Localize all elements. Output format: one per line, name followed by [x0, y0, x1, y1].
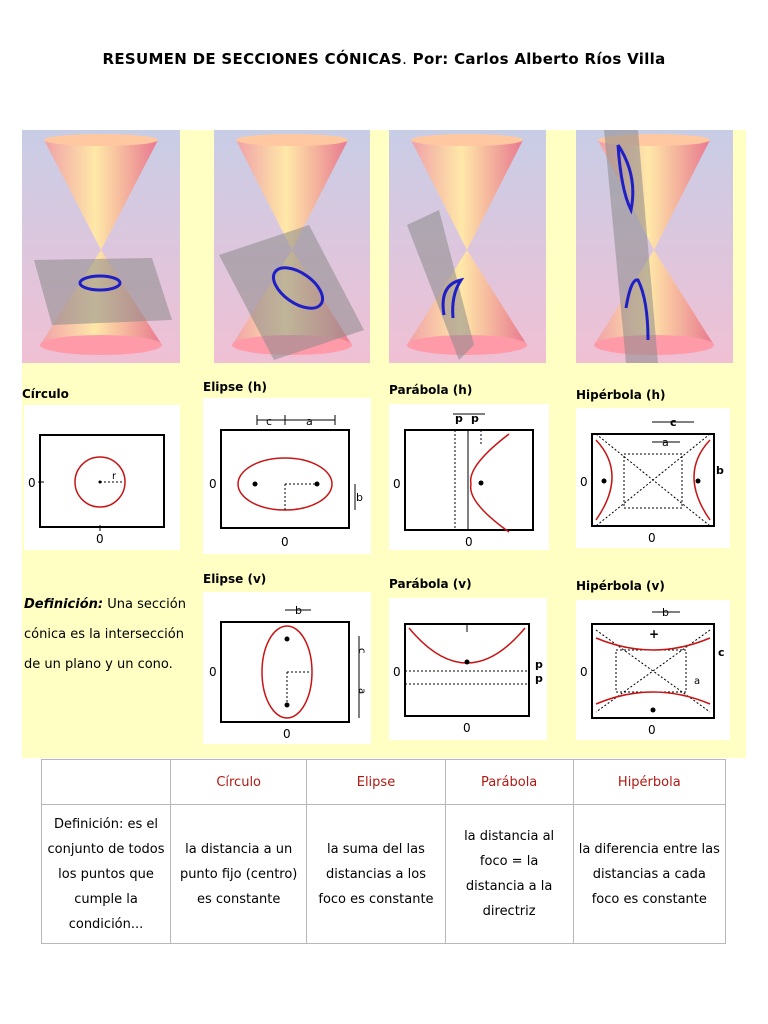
zero-label: 0: [209, 665, 217, 679]
diagram-hyperbola-v: [576, 600, 730, 740]
title-author: Por: Carlos Alberto Ríos Villa: [412, 50, 666, 68]
zero-label: 0: [465, 535, 473, 549]
zero-label: 0: [28, 476, 36, 490]
page-title: [0, 50, 768, 68]
table-header-cell: [42, 760, 171, 805]
param-p: p: [535, 658, 543, 671]
param-a: a: [694, 676, 701, 687]
param-c: c: [718, 646, 725, 659]
diagram-ellipse-h: [203, 398, 371, 554]
table-header-cell: Parábola: [445, 760, 573, 805]
diagram-circle: [24, 405, 180, 550]
param-b: b: [356, 491, 363, 504]
table-cell: la distancia a un punto fijo (centro) es constante: [171, 805, 307, 944]
param-c: c: [670, 416, 677, 429]
label-circulo: Círculo: [22, 387, 69, 401]
param-a: a: [306, 415, 313, 428]
table-header-cell: Elipse: [307, 760, 445, 805]
param-c: c: [356, 648, 367, 654]
zero-label: 0: [648, 723, 656, 737]
label-elipse-h: Elipse (h): [203, 380, 267, 394]
zero-label: 0: [580, 475, 588, 489]
param-b: b: [662, 606, 669, 619]
svg-text:+: +: [649, 627, 660, 641]
param-p: p: [455, 412, 463, 425]
summary-table: [41, 759, 726, 944]
definition-block: [24, 590, 204, 680]
definition-text: Una sección cónica es la intersección de un plano y un cono.: [24, 597, 186, 672]
diagram-ellipse-v: [203, 592, 371, 744]
table-header-cell: Hipérbola: [573, 760, 725, 805]
param-a: a: [356, 688, 367, 695]
cone-circle-section-icon: [22, 130, 180, 363]
table-cell: la distancia al foco = la distancia a la directriz: [445, 805, 573, 944]
zero-label: 0: [281, 535, 289, 549]
param-p: p: [535, 672, 543, 685]
param-a: a: [662, 436, 669, 449]
diagram-hyperbola-h: [576, 408, 730, 548]
title-main: RESUMEN DE SECCIONES CÓNICAS: [102, 50, 403, 68]
label-hiperbola-v: Hipérbola (v): [576, 579, 665, 593]
zero-label: 0: [393, 477, 401, 491]
param-p: p: [471, 412, 479, 425]
label-parabola-v: Parábola (v): [389, 577, 472, 591]
param-r: r: [112, 471, 117, 482]
table-header-row: [42, 760, 726, 805]
table-row: [42, 805, 726, 944]
zero-label: 0: [580, 665, 588, 679]
param-b: b: [716, 464, 724, 477]
zero-label: 0: [209, 477, 217, 491]
label-parabola-h: Parábola (h): [389, 383, 473, 397]
table-cell: Definición: es el conjunto de todos los puntos que cumple la condición...: [42, 805, 171, 944]
table-cell: la suma del las distancias a los foco es constante: [307, 805, 445, 944]
cone-parabola-section-icon: [389, 130, 546, 363]
table-header-cell: Círculo: [171, 760, 307, 805]
param-b: b: [295, 604, 302, 617]
zero-label: 0: [283, 727, 291, 741]
title-separator: .: [402, 50, 408, 68]
cone-hyperbola-section-icon: [576, 130, 733, 363]
zero-label: 0: [393, 665, 401, 679]
zero-label: 0: [648, 531, 656, 545]
diagram-parabola-v: [389, 598, 547, 740]
label-elipse-v: Elipse (v): [203, 572, 267, 586]
diagram-parabola-h: [389, 404, 549, 550]
label-hiperbola-h: Hipérbola (h): [576, 388, 666, 402]
table-cell: la diferencia entre las distancias a cada foco es constante: [573, 805, 725, 944]
zero-label: 0: [96, 532, 104, 546]
zero-label: 0: [463, 721, 471, 735]
param-c: c: [266, 415, 273, 428]
cone-ellipse-section-icon: [214, 130, 370, 363]
definition-keyword: Definición:: [24, 597, 104, 612]
